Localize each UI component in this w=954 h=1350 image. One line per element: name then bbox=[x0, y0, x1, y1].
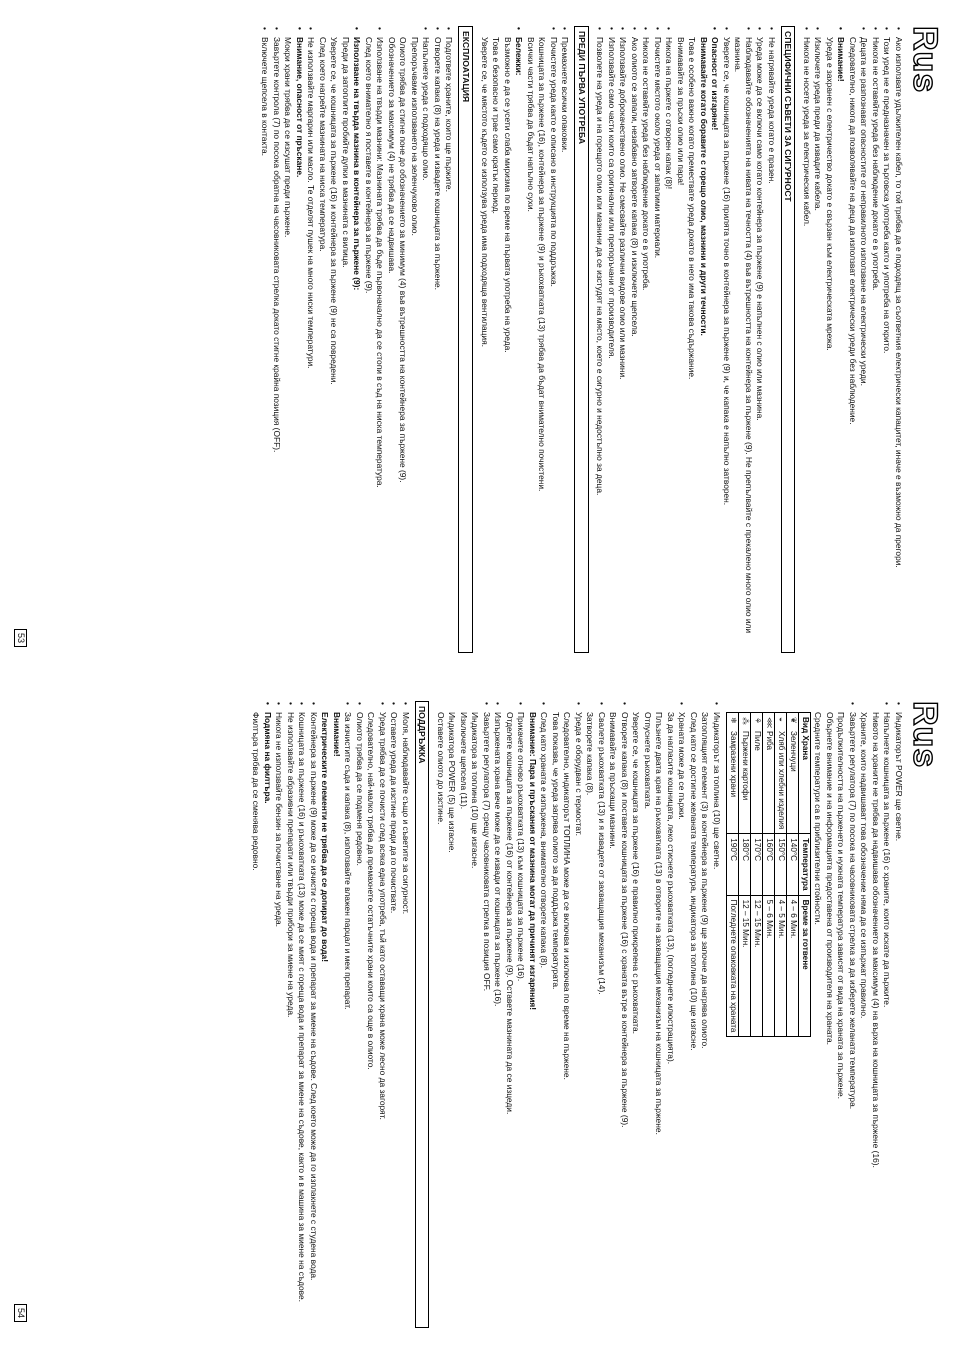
list-item: • Не използвайте маргарин или масло. Те отделят пушек на много ниски температури. bbox=[306, 26, 317, 653]
list-item: • Никога на пържете с отворен капак (8)! bbox=[664, 26, 675, 653]
food-cell bbox=[751, 713, 763, 834]
list-item: Продължителността на пърженето и нужната температура зависят от вида на храната за пържене. bbox=[836, 712, 847, 1100]
list-item: Внимавайте за пръскащи мазнини. bbox=[608, 712, 619, 849]
list-item: • Използвайте доброкачествено олио. Не смесвайте различни видове олио или мазнини. bbox=[618, 26, 629, 653]
list-item: За да нагласите кошницата, леко стиснете ръкохватката (13), (погледнете илюстрацията). bbox=[666, 712, 676, 1065]
list-item: • Бележки: bbox=[514, 26, 525, 653]
list-item: След като се достигне желаната температура, индикатора за топлина (10) ще изгасне. bbox=[689, 712, 699, 1051]
list-item: • Напълнете кошницата за пържене (16) с храните, които искате да пържите. bbox=[882, 701, 893, 1328]
page-number: 53 bbox=[14, 629, 27, 647]
list-item: • Кошницата за пържене (16) и ръкохватката (13) може да се мият с гореща вода и препарат за миене на съдове, както и в машина за миене на съдове. bbox=[297, 701, 308, 1328]
list-item: • Почистете уреда както е описано в инструкцията по поддръжка. bbox=[548, 26, 559, 653]
list-item: • Използване на твърда мазнина в контейнера за пържене (9): bbox=[352, 26, 363, 653]
list-item: • Използване на твърди мазнини: Мазнината трябва да бъде първоначално да се стопи в съд на ниска температура. bbox=[375, 26, 386, 653]
list-item: Уверете се, че кошницата за пържене (16) и контейнера за пържене (9) не са повредени. bbox=[329, 37, 340, 385]
list-item: Уреда е захранен с електричество докато е свързан към електрическата мрежа. bbox=[825, 37, 835, 351]
food-label: Зеленчуци bbox=[788, 731, 798, 772]
list-item: • Никога не използвайте бензин за почистване на уреда. bbox=[274, 701, 285, 1328]
list-item: • Внимание! bbox=[836, 26, 847, 653]
list-item: Индикатора POWER (5) ще изгасне. bbox=[447, 712, 458, 853]
food-label: Риба bbox=[764, 731, 774, 751]
list-item: Това е безопасно и трае само кратък период. bbox=[491, 37, 502, 214]
list-item: • Не нагрявайте уреда когато е празен. bbox=[766, 26, 777, 653]
list-item: • Индикаторът за топлина (10) ще светне. bbox=[712, 701, 723, 1328]
list-item: • За изчистите съда и капака (8), използвайте влажен парцал и мек препарат. bbox=[343, 701, 354, 1328]
list-item: Отпуснете ръкохватката. bbox=[643, 712, 653, 810]
list-item: Нивото на храните не трябва да надвишава обозначението за максимум (4) на върха на кошницата за пържене (16). bbox=[871, 712, 881, 1168]
list-item: • Никога не оставяйте уреда без наблюдение докато е в употреба. bbox=[871, 26, 882, 653]
temperature-cell: 180°C bbox=[739, 834, 751, 895]
list-item: • Ако използвате удължителен кабел, то той трябва да е подходящ за съответния електрически капацитет, иначе е възможно да прегори. bbox=[894, 26, 905, 653]
section-list bbox=[260, 26, 455, 653]
section-list bbox=[479, 26, 570, 653]
list-item: • Индикаторът POWER ще светне. bbox=[894, 701, 905, 1328]
table-row bbox=[727, 713, 739, 1037]
temperature-cell: 150°C bbox=[775, 834, 787, 895]
column-header: Вид Храна bbox=[799, 713, 811, 834]
list-item: • Подгответе храните, които ще пържите. bbox=[444, 26, 455, 653]
list-item: Кошницата за пържене (16), контейнера за пържене (9) и ръкохватката (13) трябва да бъдат внимателно почистени. bbox=[537, 37, 548, 492]
time-cell: 12 – 15 Мин. bbox=[739, 895, 751, 1037]
steps-list bbox=[436, 701, 723, 1328]
list-item: • Включете щепсела в контакта. bbox=[260, 26, 271, 653]
list-item: • Използвайте само части които са оригинални или препоръчани от производителя. bbox=[606, 26, 617, 653]
list-item: • Завъртете контрола (7) по посока обратна на часовниковата стрелка докато стигне крайна позиция (OFF). bbox=[271, 26, 282, 653]
list-item: • Отворете капака (8) на уреда и извадете кошницата за пържене. bbox=[432, 26, 443, 653]
list-item: • Моля, наблюдавайте също и съветите за сигурност. bbox=[400, 701, 411, 1328]
list-item: • Позволете на уреда и на горещото олио или мазнини да се изстудят на място, което е сигурно и недостъпно за деца. bbox=[595, 26, 606, 653]
list-item: • Свалете ръкохватката (13) и я извадете от захващащия механизъм (14). bbox=[597, 701, 608, 1328]
food-cell bbox=[727, 713, 739, 834]
list-item: • Уреда трябва да се почисти след всяка една употреба, тъй като оставащи храна може лесно да загорят. bbox=[377, 701, 388, 1328]
list-item: • Опасност от изгаряне! bbox=[710, 26, 721, 653]
food-icon: ⚘ bbox=[752, 717, 762, 725]
sections bbox=[260, 26, 796, 653]
page-number: 54 bbox=[14, 1304, 27, 1322]
list-item: • Никога не носете уреда за електрическия кабел. bbox=[802, 26, 813, 653]
list-item: • Премахнете всички опаковки. bbox=[560, 26, 571, 653]
cooking-table bbox=[726, 712, 811, 1037]
table-header bbox=[799, 713, 811, 1037]
list-item: • Храната може да се пържи. bbox=[677, 701, 688, 1328]
list-item: • Ако олиото се запали, незабавно затворете капака (8) и изключете щепсела. bbox=[629, 26, 640, 653]
time-cell: Погледнете опаковката на храната bbox=[727, 895, 739, 1037]
list-item: Изключете щепсела (11). bbox=[459, 712, 469, 810]
list-item: • Подмяна на филтъра. bbox=[262, 701, 273, 1328]
temperature-cell: 190°C bbox=[727, 834, 739, 895]
temperature-cell: 160°C bbox=[763, 834, 775, 895]
column-header: Температура bbox=[799, 834, 811, 895]
list-item: Следователно, най-малко трябва да премахнете остатъчните храни които са още в олиото. bbox=[366, 712, 377, 1070]
food-label: Хляб или хлебни изделия bbox=[776, 731, 786, 830]
list-item: • Наблюдавайте обозначенията на нивата на течността (4) във вътрешността на контейнера за пържене (9). Не препълвайте с прекалено много олио или мазнина. bbox=[733, 26, 754, 653]
table-row bbox=[787, 713, 799, 1037]
section-heading-maintenance: ПОДДРЪЖКА bbox=[415, 701, 430, 1328]
food-icon: ⁂ bbox=[740, 717, 750, 726]
food-cell bbox=[739, 713, 751, 834]
list-item: • Отворете капака (8) и поставете кошницата за пържене (16) с храната вътре в контейнера за пържене (9). bbox=[620, 701, 631, 1328]
list-item: Затоплящият елемент (3) в контейнера за пържене (9) ще започне да нагрява олиото. bbox=[700, 712, 711, 1049]
list-item: • Уреда е оборудван с термостат. bbox=[574, 701, 585, 1328]
list-item: • Олиото трябва да се подменя редовно. bbox=[354, 701, 365, 1328]
rus-logo: Rus bbox=[906, 701, 944, 769]
list-item: • Почистете мястото около уреда от запалими материали. bbox=[652, 26, 663, 653]
food-label: Замразени храни bbox=[728, 731, 738, 798]
list-item: Мокри храни трябва да се изсушат преди пържене. bbox=[283, 37, 294, 238]
list-item: • Този уред не е предназначен за търговска употреба както и употреба на открито. bbox=[882, 26, 893, 653]
list-item: • Изпържената храна вече може да се извади от кошницата за пържене (16). bbox=[493, 701, 504, 1328]
list-item: • След като храната е изпържена, внимателно отворете капака (8). bbox=[539, 701, 550, 1328]
list-item: • Децата не разпознават опасностите от неправилното използване на електрически уреди. bbox=[859, 26, 870, 653]
section-list bbox=[595, 26, 777, 653]
list-item: • Уреда може да се включи само когато контейнера за пържене (9) е напълнен с олио или мазнина. bbox=[755, 26, 766, 653]
section-heading: ЕКСПЛОАТАЦИЯ bbox=[458, 26, 473, 653]
list-item: Внимавайте за пръски олио или пара! bbox=[675, 37, 686, 186]
list-item: След което нагрейте мазнината на ниска температура. bbox=[317, 37, 328, 252]
list-item: Електрическите елементи не трябва да се допират до вода! bbox=[320, 712, 331, 962]
time-cell: 4 – 5 Мин. bbox=[775, 895, 787, 1037]
section-heading: ПРЕДИ ПЪРВА УПОТРЕБА bbox=[574, 26, 589, 653]
list-item: Преди да затоплите пробийте дупки в мазнината с вилица. bbox=[340, 37, 351, 268]
list-item: • Прикачете отново ръкохватката (13) към кошницата за пържене (16). bbox=[516, 701, 527, 1328]
column-header: Време за готвене bbox=[799, 895, 811, 1037]
intro-list bbox=[813, 701, 904, 1328]
time-cell: 5 – 6 Мин. bbox=[763, 895, 775, 1037]
list-item: Филтъра трябва да се сменява редовно. bbox=[251, 712, 262, 871]
temperature-cell: 140°C bbox=[787, 834, 799, 895]
food-icon: ◒ bbox=[776, 717, 786, 722]
intro-list bbox=[802, 26, 905, 653]
list-item: Оставете олиото до изстине. bbox=[436, 712, 446, 825]
list-item: • Внимание, опасност от пръскане. bbox=[294, 26, 305, 653]
list-item: Уверете се, че кошницата за пържене (16) е правилно прикрепена с ръкохватката. bbox=[631, 712, 642, 1034]
table-row bbox=[751, 713, 763, 1037]
list-item: • Завъртете регулатора (7) по посока на часовниковата стрелка за да изберете желаната температура. bbox=[848, 701, 859, 1328]
list-item: Обърнете внимание и на информацията предоставена от производителя на храната. bbox=[825, 712, 835, 1046]
page-54 bbox=[0, 675, 954, 1350]
list-item: Това е особено важно когато премествате уреда докато в него има такова съдържание. bbox=[687, 37, 698, 380]
food-label: Пържени картофи bbox=[740, 731, 750, 801]
list-item: Средните температури са в приблизителни стойности. bbox=[813, 712, 824, 925]
list-item: • Напълнете уреда с подходящо олио. bbox=[421, 26, 432, 653]
list-item: Внимание! bbox=[331, 712, 342, 757]
table-body bbox=[727, 713, 799, 1037]
section-heading: СПЕЦИФИЧНИ СЪВЕТИ ЗА СИГУРНОСТ bbox=[781, 26, 796, 653]
list-item: • Никога не оставяйте уреда без наблюдение докато е в употреба. bbox=[641, 26, 652, 653]
list-item: След което внимателно я поставете в контейнера за пържене (9). bbox=[363, 37, 374, 294]
maintenance-list bbox=[251, 701, 411, 1328]
table-row bbox=[775, 713, 787, 1037]
food-icon: ❦ bbox=[788, 717, 798, 724]
table-row bbox=[763, 713, 775, 1037]
list-item: Следователно, никога да позволявайте на деца да използват електрически уреди без наблюдение. bbox=[848, 37, 858, 425]
list-item: • Контейнера за пържене (9) може да се изчисти с гореща вода и препарат за миене на съдове. След което може да го изплакнете с студена вода. bbox=[308, 701, 319, 1328]
list-item: Внимавайте когато боравите с горещо олио, мазнини и други течности. bbox=[698, 37, 709, 336]
list-item: Отделете кошницата за пържене (16) от контейнера за пържене (9). Оставете мазнината да се изцеди. bbox=[505, 712, 515, 1115]
list-item: • Не използвайте абразивни препарати или твърди прибори за миене на уреда. bbox=[285, 701, 296, 1328]
list-item: • Оставете уреда да изстине преди да го почиствате. bbox=[389, 701, 400, 1328]
list-item: • Завъртете регулатора (7) срещу часовниковата стрелка в позиция OFF. bbox=[482, 701, 493, 1328]
temperature-cell: 170°C bbox=[751, 834, 763, 895]
list-item: Следователно, индикаторът ТОПЛИНА може да се включва и изключва по време на пържене. bbox=[562, 712, 573, 1080]
food-cell bbox=[787, 713, 799, 834]
list-item: Храните, които надвишават това обозначение няма да се изпържат правилно. bbox=[859, 712, 870, 1019]
table-row bbox=[739, 713, 751, 1037]
list-item: • Изключете уреда преди да извадите кабела. bbox=[813, 26, 824, 653]
list-item: Всички части трябва да бъдат напълно сухи. bbox=[525, 37, 536, 212]
list-item: Плъзнете двата края на ръкохватката (13) в отворите на захващащия механизъм на кошницата за пържене. bbox=[654, 712, 665, 1135]
list-item: Препоръчваме използването на зеленчуково олио. bbox=[409, 37, 420, 236]
food-cell bbox=[775, 713, 787, 834]
food-label: Пиле bbox=[752, 731, 762, 751]
list-item: Внимание: Пара и пръскания от мазнина могат да причинят изгаряния! bbox=[528, 712, 538, 1011]
list-item: Олиото трябва да стигне поне до обозначението за минимум (4) във вътрешността на контейнера за пържене (9). bbox=[398, 37, 409, 483]
food-cell bbox=[763, 713, 775, 834]
rus-logo: Rus bbox=[906, 26, 944, 94]
list-item: Индикатора за топлина (10) ще изгасне. bbox=[470, 712, 481, 869]
list-item: Обозначението за максимум (4) не трябва да се надвишава. bbox=[386, 37, 397, 274]
list-item: Уверете се, че мястото където се използува уреда има подходяща вентилация. bbox=[479, 37, 490, 347]
food-icon: ❄ bbox=[728, 717, 738, 724]
list-item: Това показва, че уреда загрява олиото за да поддържа температурата. bbox=[551, 712, 561, 990]
list-item: Възможно е да се усети слаба миризма по време на първата употреба на уреда. bbox=[502, 37, 513, 353]
time-cell: 12 – 15 Мин. bbox=[751, 895, 763, 1037]
food-icon: ⋘ bbox=[764, 717, 774, 729]
list-item: Затворете капака (8). bbox=[585, 712, 596, 796]
time-cell: 4 – 6 Мин. bbox=[787, 895, 799, 1037]
list-item: • Уверете се, че кошницата за пържене (16) прилята точно в контейнера за пържене (9) и, че капака е напълно затворен. bbox=[721, 26, 732, 653]
